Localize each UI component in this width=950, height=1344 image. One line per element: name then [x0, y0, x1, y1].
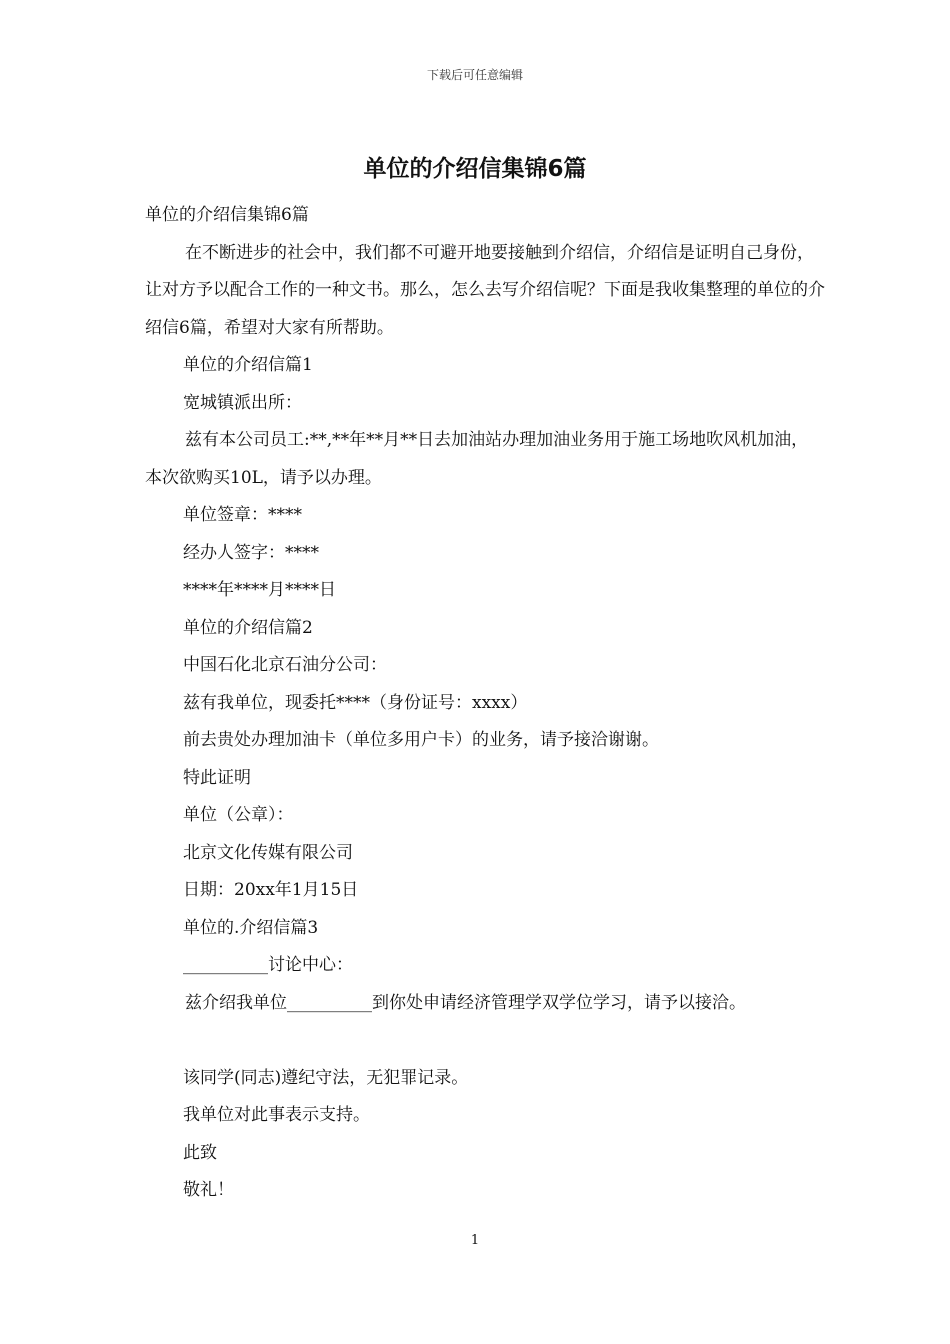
letter3-support: 我单位对此事表示支持。	[183, 1105, 370, 1125]
document-title: 单位的介绍信集锦6篇	[363, 156, 587, 182]
letter2-body-line2: 前去贵处办理加油卡（单位多用户卡）的业务，请予接洽谢谢。	[183, 730, 659, 750]
page-header: 下载后可任意编辑	[426, 68, 523, 82]
letter2-seal: 单位（公章）：	[183, 805, 294, 825]
letter2-recipient: 中国石化北京石油分公司：	[183, 655, 387, 675]
letter1-body: 兹有本公司员工:**,**年**月**日去加油站办理加油业务用于施工场地吹风机加油，本次欲购买10L，请予以办理。	[145, 430, 809, 488]
letter3-body: 兹介绍我单位__________到你处申请经济管理学双学位学习，请予以接洽。	[185, 992, 746, 1013]
letter3-salute: 敬礼！	[183, 1180, 234, 1200]
letter3-closing: 此致	[183, 1142, 217, 1163]
subtitle-line: 单位的介绍信集锦6篇	[145, 205, 309, 225]
letter2-certify: 特此证明	[183, 767, 251, 788]
letter1-signer: 经办人签字：****	[183, 542, 319, 563]
letter1-seal: 单位签章：****	[183, 505, 302, 525]
letter3-recipient: __________讨论中心：	[183, 955, 353, 975]
section-heading-3: 单位的.介绍信篇3	[183, 917, 319, 938]
page-number: 1	[470, 1233, 480, 1248]
letter1-recipient: 宽城镇派出所：	[183, 392, 302, 413]
intro-paragraph: 在不断进步的社会中，我们都不可避开地要接触到介绍信，介绍信是证明自己身份，让对方予以配合工作的一种文书。那么，怎么去写介绍信呢？下面是我收集整理的单位的介绍信6篇，希望对大家有所帮助。	[145, 242, 825, 338]
letter2-body-line1: 兹有我单位，现委托****（身份证号：xxxx）	[183, 692, 528, 713]
blank-line	[145, 1022, 825, 1060]
letter3-conduct: 该同学(同志)遵纪守法，无犯罪记录。	[183, 1067, 469, 1088]
document-body	[145, 197, 825, 1210]
letter1-date: ****年****月****日	[183, 580, 336, 600]
letter2-company: 北京文化传媒有限公司	[183, 842, 353, 863]
letter2-date: 日期：20xx年1月15日	[183, 880, 359, 900]
section-heading-2: 单位的介绍信篇2	[183, 617, 313, 638]
section-heading-1: 单位的介绍信篇1	[183, 355, 313, 375]
